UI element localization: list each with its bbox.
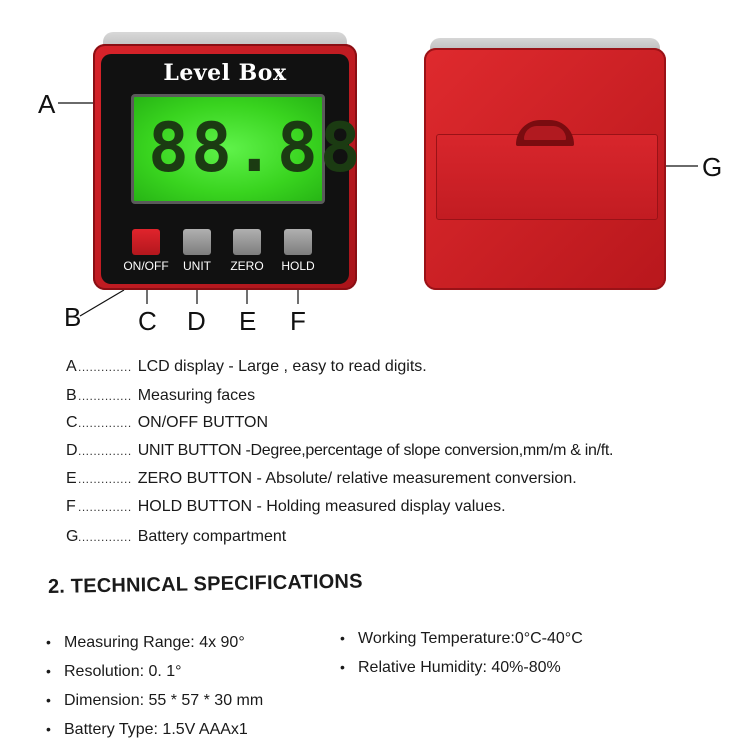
bullet: • bbox=[340, 630, 345, 646]
battery-compartment-lid bbox=[436, 134, 658, 220]
on-off-label: ON/OFF bbox=[123, 259, 169, 273]
legend-dots: .............. bbox=[78, 389, 132, 403]
legend-text: ON/OFF BUTTON bbox=[137, 414, 269, 431]
callout-b: B bbox=[64, 302, 82, 332]
legend-item-g bbox=[66, 527, 286, 547]
callout-c: C bbox=[138, 306, 157, 336]
bullet: • bbox=[46, 634, 51, 650]
legend-letter: A bbox=[66, 358, 77, 375]
bullet: • bbox=[340, 659, 345, 675]
unit-button[interactable] bbox=[183, 229, 211, 255]
hold-button[interactable] bbox=[284, 229, 312, 255]
legend-text: HOLD BUTTON - Holding measured display values. bbox=[137, 498, 506, 515]
legend-letter: C bbox=[66, 414, 78, 431]
callout-e: E bbox=[239, 306, 257, 336]
leader-b bbox=[80, 290, 124, 316]
on-off-button[interactable] bbox=[132, 229, 160, 255]
legend-dots: .............. bbox=[78, 472, 132, 486]
bullet: • bbox=[46, 692, 51, 708]
zero-label: ZERO bbox=[230, 259, 264, 273]
spec-text: Resolution: 0. 1° bbox=[64, 663, 182, 680]
legend-text: LCD display - Large , easy to read digits. bbox=[137, 358, 427, 375]
specs-heading: 2. TECHNICAL SPECIFICATIONS bbox=[47, 570, 363, 598]
spec-item bbox=[340, 627, 583, 649]
bullet: • bbox=[46, 663, 51, 679]
callout-d: D bbox=[187, 306, 206, 336]
legend-item-a bbox=[66, 357, 427, 377]
unit-label: UNIT bbox=[183, 259, 211, 273]
level-box-front bbox=[93, 32, 363, 292]
callout-f: F bbox=[290, 306, 306, 336]
legend-item-f bbox=[66, 497, 506, 517]
legend-item-e bbox=[66, 469, 577, 489]
level-box-back bbox=[424, 38, 666, 290]
legend-letter: E bbox=[66, 470, 77, 487]
legend-letter: F bbox=[66, 498, 76, 515]
legend-text: UNIT BUTTON -Degree,percentage of slope conversion,mm/m & in/ft. bbox=[137, 442, 614, 459]
legend-text: Battery compartment bbox=[137, 528, 287, 545]
legend-text: Measuring faces bbox=[137, 387, 256, 404]
callout-a: A bbox=[38, 89, 56, 119]
brand-logo: Level Box bbox=[163, 60, 287, 86]
spec-text: Dimension: 55 * 57 * 30 mm bbox=[64, 692, 264, 709]
legend-dots: .............. bbox=[78, 530, 132, 544]
spec-text: Relative Humidity: 40%-80% bbox=[358, 659, 561, 676]
spec-item bbox=[46, 718, 248, 740]
spec-item bbox=[46, 631, 245, 653]
legend-item-d bbox=[66, 441, 613, 461]
legend-dots: .............. bbox=[78, 416, 132, 430]
bullet: • bbox=[46, 721, 51, 737]
legend-dots: .............. bbox=[78, 500, 132, 514]
legend-text: ZERO BUTTON - Absolute/ relative measurement conversion. bbox=[137, 470, 577, 487]
legend-letter: B bbox=[66, 387, 77, 404]
spec-text: Battery Type: 1.5V AAAx1 bbox=[64, 721, 248, 738]
hold-label: HOLD bbox=[281, 259, 315, 273]
spec-text: Working Temperature:0°C-40°C bbox=[358, 630, 583, 647]
lcd-digits: 88.88 bbox=[148, 109, 363, 188]
legend-letter: G bbox=[66, 528, 79, 545]
legend-item-c bbox=[66, 413, 268, 433]
lcd-display bbox=[131, 94, 363, 204]
legend-letter: D bbox=[66, 442, 78, 459]
spec-item bbox=[46, 660, 182, 682]
legend-item-b bbox=[66, 386, 255, 406]
zero-button[interactable] bbox=[233, 229, 261, 255]
legend-dots: .............. bbox=[78, 444, 132, 458]
legend-dots: .............. bbox=[78, 360, 132, 374]
callout-g: G bbox=[702, 152, 723, 182]
spec-text: Measuring Range: 4x 90° bbox=[64, 634, 245, 651]
spec-item bbox=[340, 656, 561, 678]
spec-item bbox=[46, 689, 263, 711]
battery-lid-notch-inner bbox=[524, 126, 566, 140]
